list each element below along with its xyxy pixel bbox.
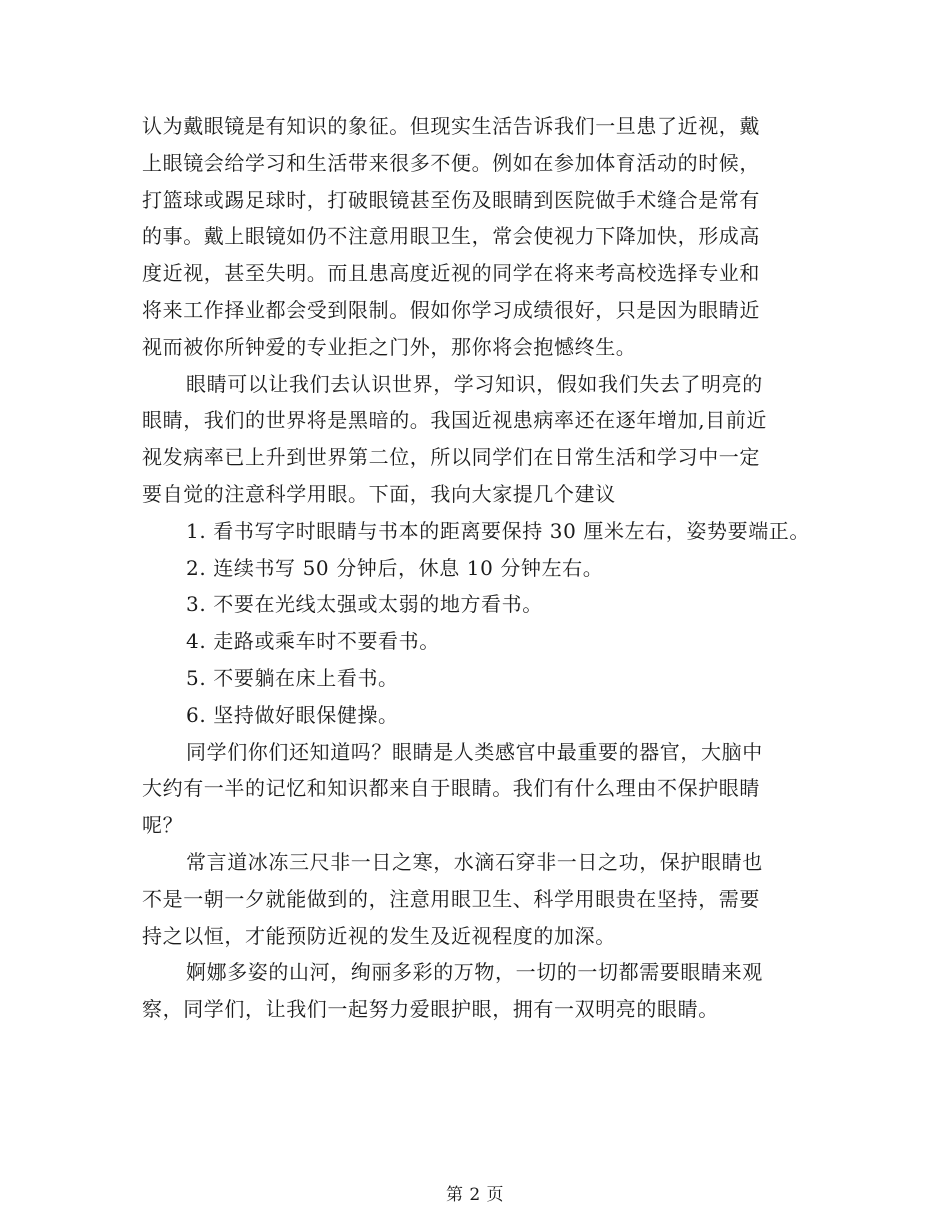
text-line: 5. 不要躺在床上看书。	[186, 665, 399, 690]
paragraph	[142, 954, 832, 1028]
paragraph	[142, 366, 832, 513]
text-line: 察，同学们，让我们一起努力爱眼护眼，拥有一双明亮的眼睛。	[142, 997, 719, 1022]
list-item	[142, 623, 832, 660]
list-item	[142, 513, 832, 550]
text-line: 呢？	[142, 813, 184, 838]
text-line: 同学们你们还知道吗？眼睛是人类感官中最重要的器官，大脑中	[186, 739, 763, 764]
text-line: 不是一朝一夕就能做到的，注意用眼卫生、科学用眼贵在坚持，需要	[142, 886, 760, 911]
text-line: 常言道冰冻三尺非一日之寒，水滴石穿非一日之功，保护眼睛也	[186, 849, 763, 874]
paragraph	[142, 844, 832, 954]
text-line: 眼睛，我们的世界将是黑暗的。我国近视患病率还在逐年增加,目前近	[142, 408, 767, 433]
text-line: 2. 连续书写 50 分钟后，休息 10 分钟左右。	[186, 555, 604, 580]
list-item	[142, 697, 832, 734]
text-line: 将来工作择业都会受到限制。假如你学习成绩很好，只是因为眼睛近	[142, 297, 760, 322]
text-line: 大约有一半的记忆和知识都来自于眼睛。我们有什么理由不保护眼睛	[142, 776, 760, 801]
text-line: 要自觉的注意科学用眼。下面，我向大家提几个建议	[142, 481, 616, 506]
page-number: 第 2 页	[445, 1185, 505, 1205]
text-line: 的事。戴上眼镜如仍不注意用眼卫生，常会使视力下降加快，形成高	[142, 224, 760, 249]
text-line: 度近视，甚至失明。而且患高度近视的同学在将来考高校选择专业和	[142, 261, 760, 286]
text-line: 上眼镜会给学习和生活带来很多不便。例如在参加体育活动的时候，	[142, 150, 760, 175]
list-item	[142, 660, 832, 697]
text-line: 6. 坚持做好眼保健操。	[186, 702, 399, 727]
text-line: 打篮球或踢足球时，打破眼镜甚至伤及眼睛到医院做手术缝合是常有	[142, 187, 760, 212]
text-line: 视而被你所钟爱的专业拒之门外，那你将会抱憾终生。	[142, 334, 637, 359]
paragraph	[142, 108, 832, 366]
text-line: 1. 看书写字时眼睛与书本的距离要保持 30 厘米左右，姿势要端正。	[186, 518, 811, 543]
text-line: 视发病率已上升到世界第二位，所以同学们在日常生活和学习中一定	[142, 445, 760, 470]
document-body	[142, 108, 832, 1028]
list-item	[142, 586, 832, 623]
text-line: 持之以恒，才能预防近视的发生及近视程度的加深。	[142, 923, 616, 948]
text-line: 3. 不要在光线太强或太弱的地方看书。	[186, 592, 543, 617]
text-line: 4. 走路或乘车时不要看书。	[186, 629, 440, 654]
list-item	[142, 550, 832, 587]
paragraph	[142, 734, 832, 844]
text-line: 眼睛可以让我们去认识世界，学习知识，假如我们失去了明亮的	[186, 371, 763, 396]
text-line: 认为戴眼镜是有知识的象征。但现实生活告诉我们一旦患了近视，戴	[142, 114, 760, 138]
text-line: 婀娜多姿的山河，绚丽多彩的万物，一切的一切都需要眼睛来观	[186, 960, 763, 985]
